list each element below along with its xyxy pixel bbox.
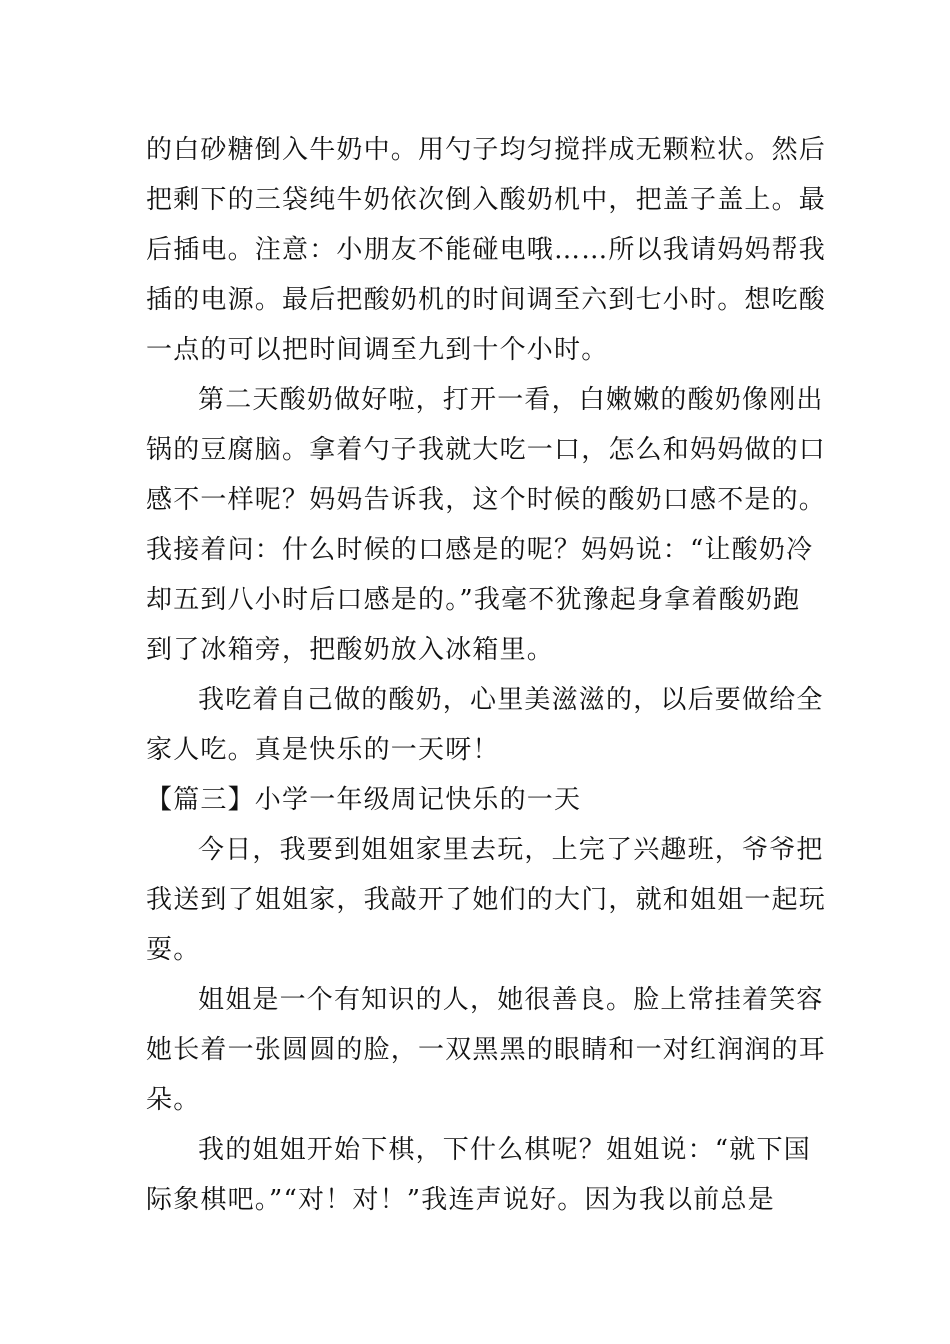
- text-line: 插的电源。最后把酸奶机的时间调至六到七小时。想吃酸: [146, 285, 827, 315]
- text-line: 她长着一张圆圆的脸，一双黑黑的眼睛和一对红润润的耳: [146, 1035, 827, 1065]
- text-line: 锅的豆腐脑。拿着勺子我就大吃一口，怎么和妈妈做的口: [146, 435, 827, 465]
- text-line: 却五到八小时后口感是的。”我毫不犹豫起身拿着酸奶跑: [146, 585, 801, 615]
- text-line: 把剩下的三袋纯牛奶依次倒入酸奶机中，把盖子盖上。最: [146, 185, 827, 215]
- text-line: 到了冰箱旁，把酸奶放入冰箱里。: [146, 635, 555, 665]
- paragraph-first-line: 今日，我要到姐姐家里去玩，上完了兴趣班，爷爷把: [198, 835, 824, 865]
- text-line: 家人吃。真是快乐的一天呀！: [146, 735, 500, 765]
- paragraph-first-line: 我的姐姐开始下棋，下什么棋呢？姐姐说：“就下国: [198, 1135, 811, 1165]
- text-line: 后插电。注意：小朋友不能碰电哦……所以我请妈妈帮我: [146, 235, 827, 265]
- text-line: 感不一样呢？妈妈告诉我，这个时候的酸奶口感不是的。: [146, 485, 827, 515]
- paragraph-first-line: 我吃着自己做的酸奶，心里美滋滋的，以后要做给全: [198, 685, 824, 715]
- text-line: 朵。: [146, 1085, 201, 1115]
- text-line: 耍。: [146, 935, 201, 965]
- section-heading: 【篇三】小学一年级周记快乐的一天: [146, 785, 582, 815]
- text-line: 我接着问：什么时候的口感是的呢？妈妈说：“让酸奶冷: [146, 535, 814, 565]
- text-line: 际象棋吧。”“对！对！”我连声说好。因为我以前总是: [146, 1185, 775, 1215]
- paragraph-first-line: 第二天酸奶做好啦，打开一看，白嫩嫩的酸奶像刚出: [198, 385, 824, 415]
- paragraph-first-line: 姐姐是一个有知识的人，她很善良。脸上常挂着笑容: [198, 985, 824, 1015]
- text-line: 一点的可以把时间调至九到十个小时。: [146, 335, 609, 365]
- text-line: 的白砂糖倒入牛奶中。用勺子均匀搅拌成无颗粒状。然后: [146, 135, 827, 165]
- text-line: 我送到了姐姐家，我敲开了她们的大门，就和姐姐一起玩: [146, 885, 827, 915]
